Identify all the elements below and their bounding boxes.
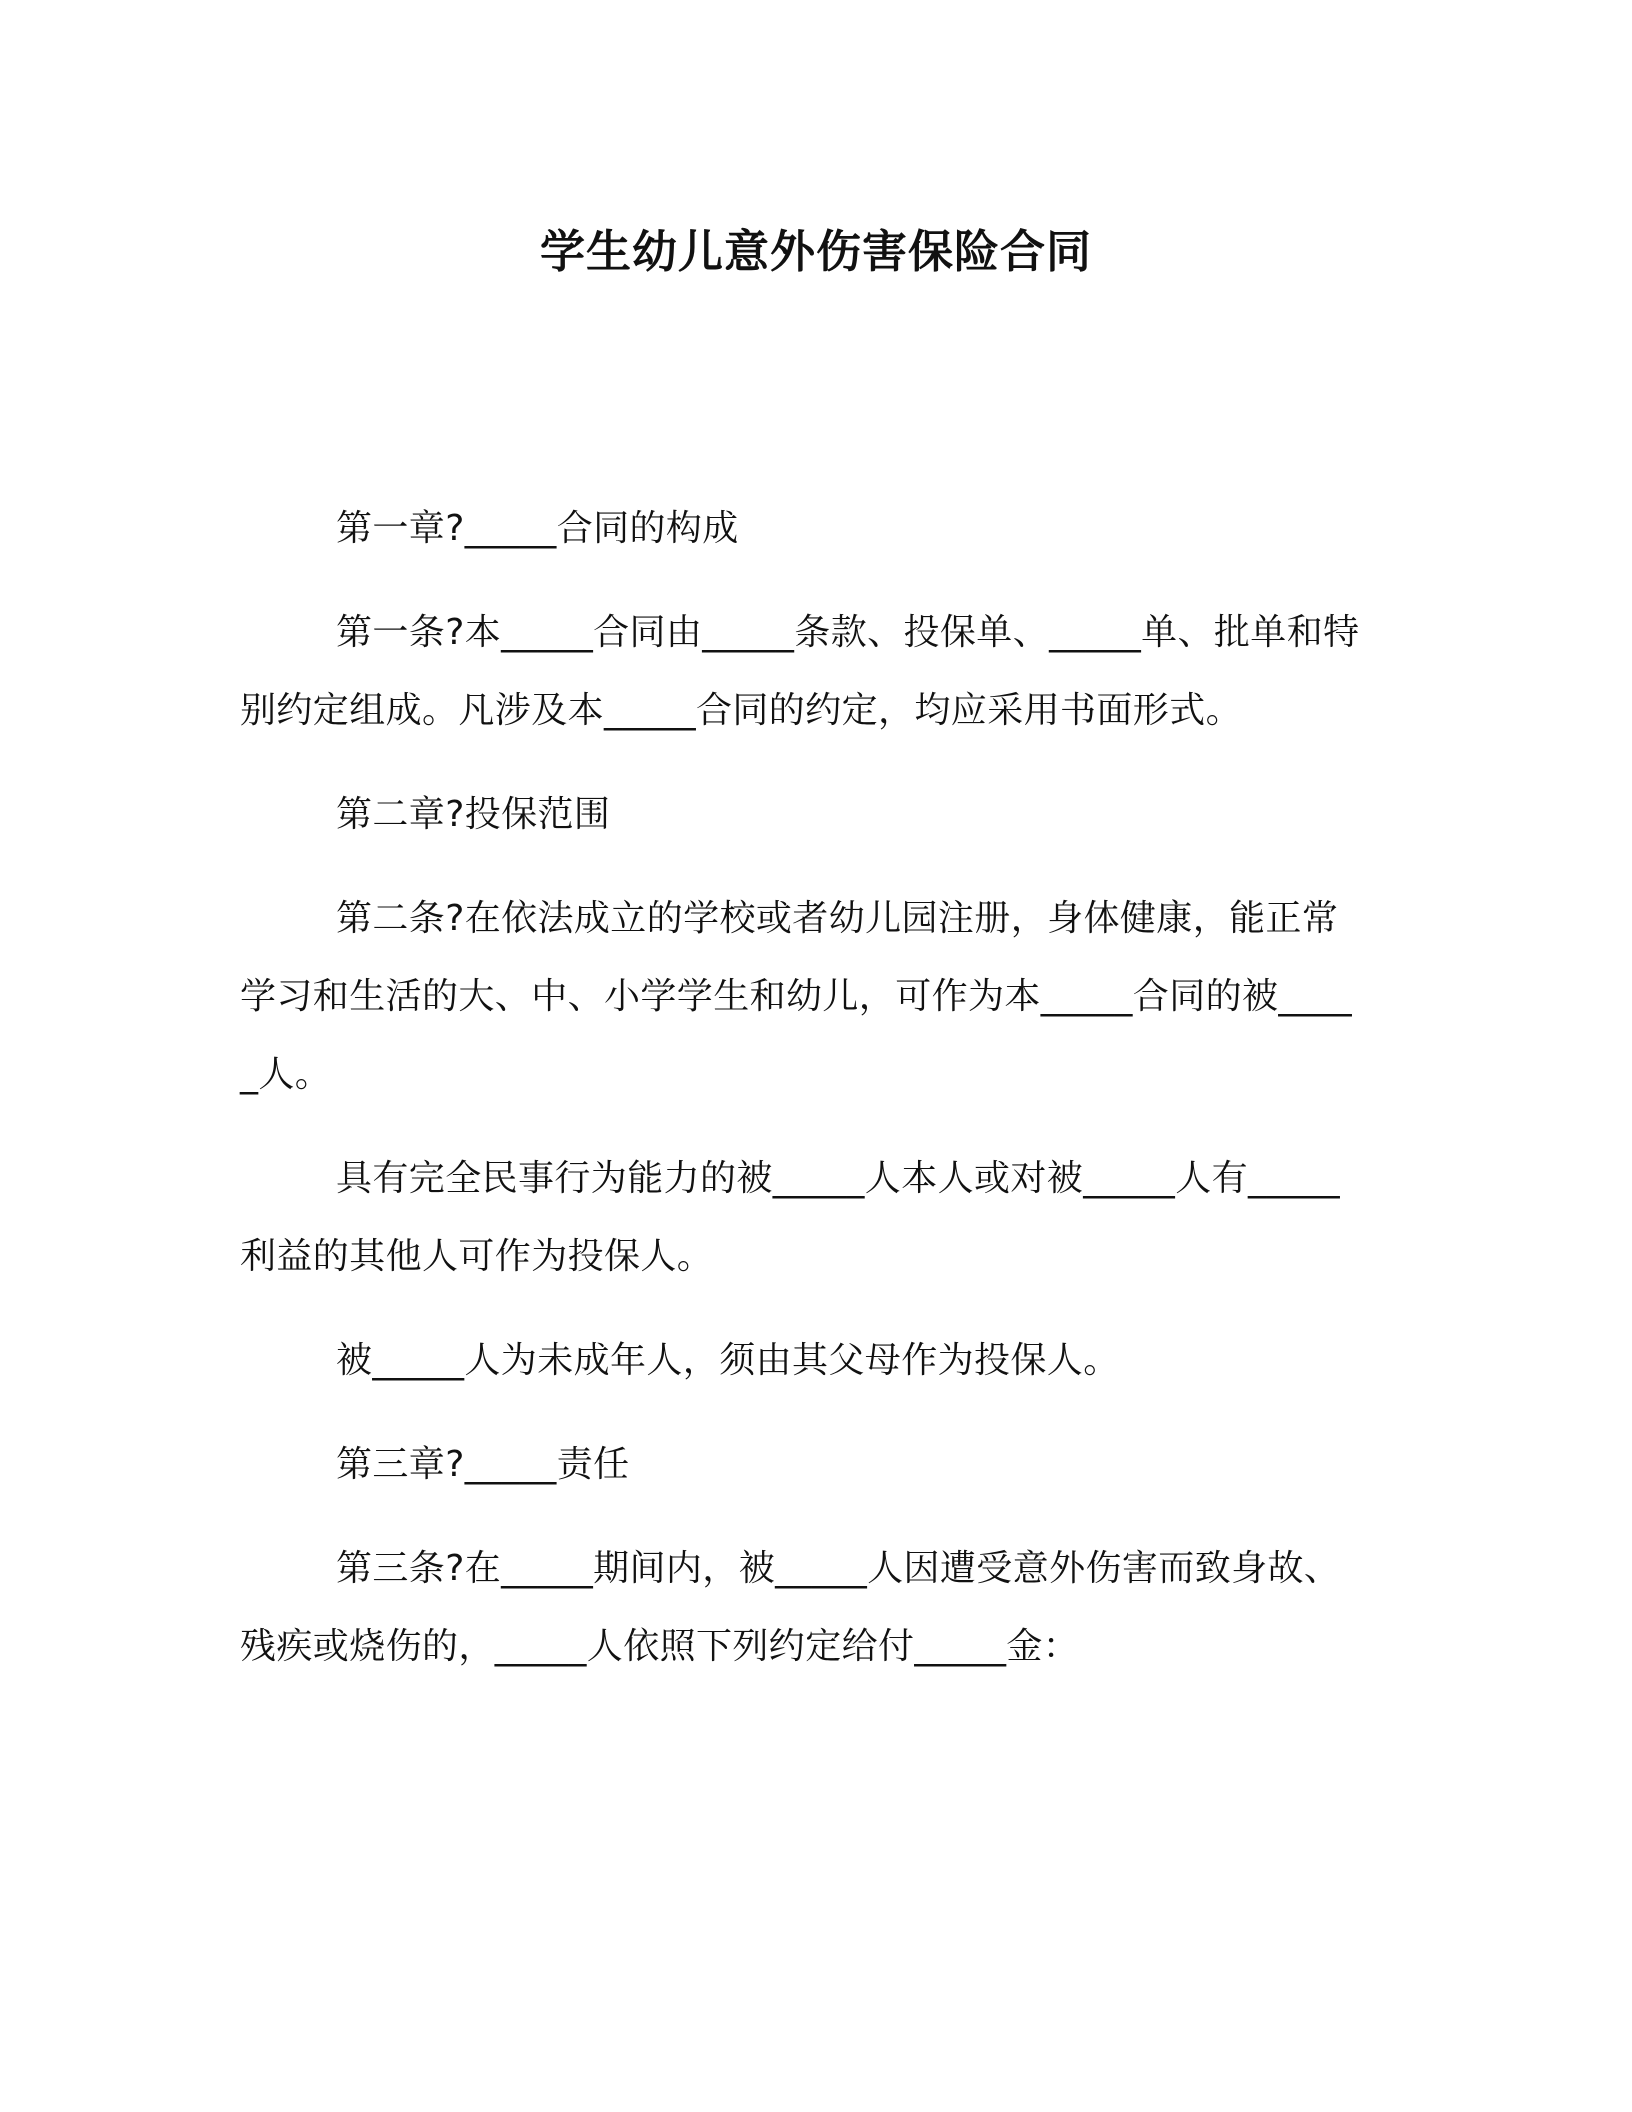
document-title: 学生幼儿意外伤害保险合同 bbox=[539, 225, 1092, 278]
chapter-3-heading: 第三章?_____责任 bbox=[336, 1444, 630, 1485]
chapter-1-heading: 第一章?_____合同的构成 bbox=[336, 508, 739, 549]
article-2: 第二条?在依法成立的学校或者幼儿园注册，身体健康，能正常学习和生活的大、中、小学学生和幼儿，可作为本_____合同的被_____人。 bbox=[240, 898, 1353, 1095]
article-1: 第一条?本_____合同由_____条款、投保单、_____单、批单和特别约定组成。凡涉及本_____合同的约定，均应采用书面形式。 bbox=[240, 612, 1360, 731]
article-2-paragraph-3: 被_____人为未成年人，须由其父母作为投保人。 bbox=[336, 1340, 1120, 1381]
article-3: 第三条?在_____期间内，被_____人因遭受意外伤害而致身故、残疾或烧伤的，_____人依照下列约定给付_____金： bbox=[240, 1548, 1341, 1667]
article-2-paragraph-2: 具有完全民事行为能力的被_____人本人或对被_____人有_____利益的其他人可作为投保人。 bbox=[240, 1158, 1341, 1277]
chapter-2-heading: 第二章?投保范围 bbox=[336, 794, 611, 835]
document-body bbox=[240, 490, 1366, 1712]
